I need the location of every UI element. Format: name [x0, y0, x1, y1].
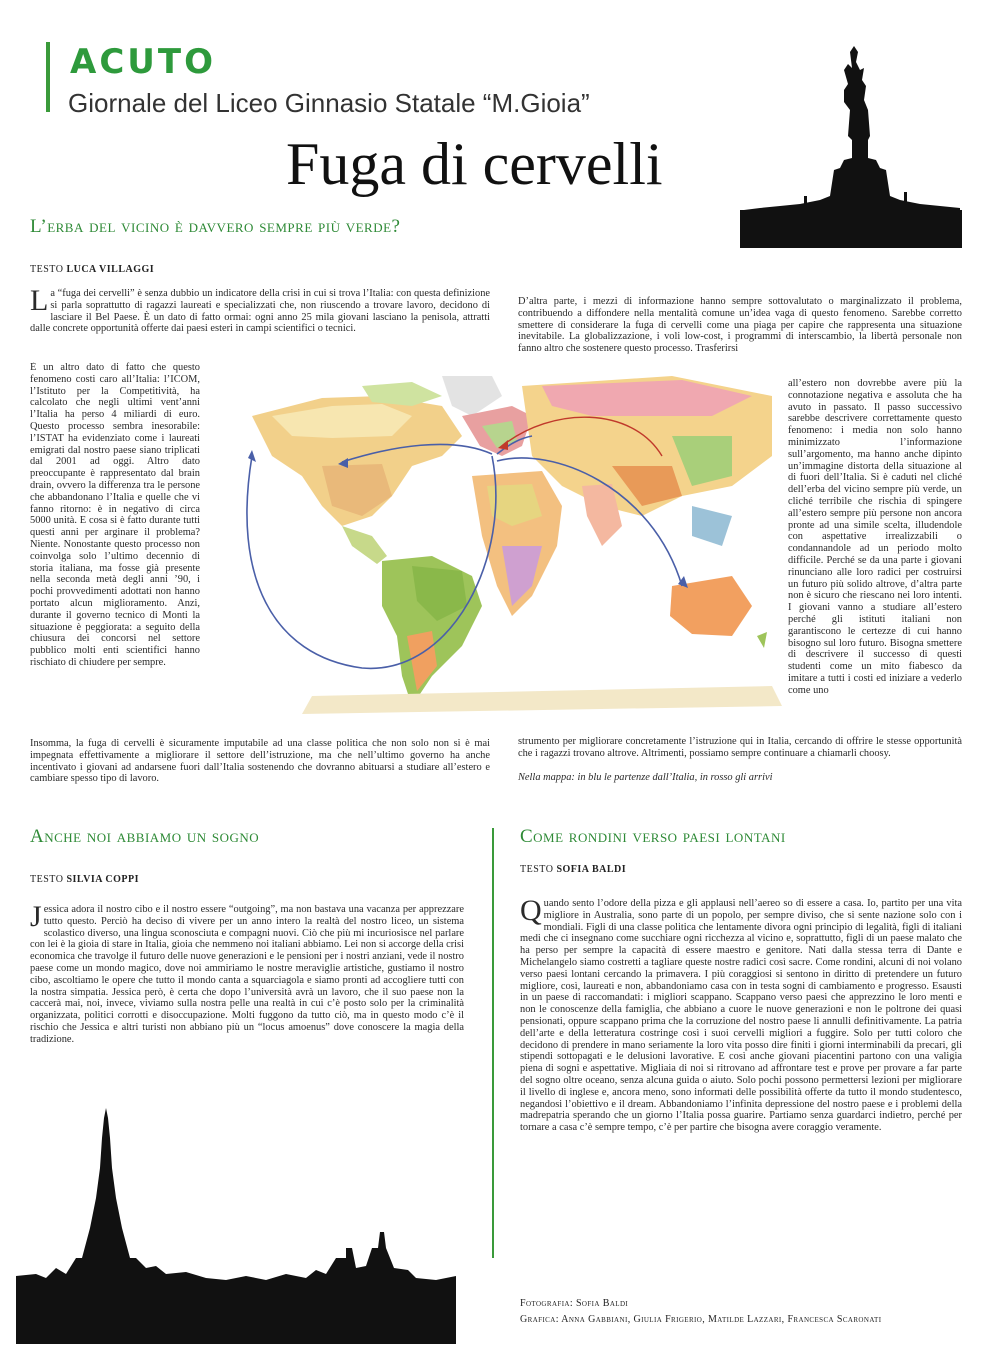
author-name: LUCA VILLAGGI: [66, 264, 155, 275]
article1-left-column: È un altro dato di fatto che questo fenomeno costi caro all’Italia: l’ICOM, l’Istituto per la Competitività, ha calcolato che negli ultimi vent’anni l’Italia ha perso 4 miliardi di euro. Questo processo sembra inesorabile: l’ISTAT ha evidenziato come i laureati emigrati dal nostro paese siano triplicati dal 2001 ad oggi. Altro dato preoccupante è rappresentato dal brain drain, ovvero la differenza tra le persone che abbandonano l’Italia e quelle che vi fanno ritorno: è in negativo di circa 5000 unità. E cosa si è fatto durante tutti questi anni per arginare il problema? Niente. Nonostante questo processo non coinvolga solo l’ultimo decennio di storia italiana, ma fosse già presente nella seconda metà degli anni ’90, i pochi provvedimenti adottati non hanno portato alcun miglioramento. Anzi, durante il governo tecnico di Monti la situazione è peggiorata: a seguito della chiusura dei concorsi nel settore pubblico molti enti scientifici hanno rischiato di chiudere per sempre.: [30, 362, 200, 668]
byline-prefix: TESTO: [520, 864, 554, 875]
graphics-credit: Grafica: Anna Gabbiani, Giulia Frigerio, Matilde Lazzari, Francesca Scaronati: [520, 1314, 882, 1325]
article2-text: essica adora il nostro cibo e il nostro essere “outgoing”, ma non bastava una vacanza per apprezzare tutto questo. Perciò ha deciso di vivere per un anno intero la realtà del nostro liceo, un sistema scolastico diverso, una lingua sconosciuta e compagni nuovi. Ciò che più mi incuriosisce nel parlare con lei è la gioia di stare in Italia, gioia che nemmeno noi italiani abbiamo. Lei non si accorge della crisi economica che travolge il futuro delle nuove generazioni e le pensioni per i nostri anziani, vede il nostro paese come un mondo magico, dove noi ammiriamo le nostre meraviglie artistiche, gustiamo il nostro cibo, ascoltiamo le opere che tutto il mondo canta a squarciagola e siamo pronti ad accogliere tutti con la nostra simpatia. Jessica però, è certa che dopo l’università avrà un lavoro, che il suo paese non la caccerà mai, noi, invece, viviamo sulla nostra pelle una realtà in cui c’è posto solo per la criminalità organizzata, politici corrotti e disoccupazione. Molti fuggono da tutto ciò, ma in questo modo c’è il rischio che Jessica e altri turisti non abbiano più un “locus amoenus” dove conoscere la magia della tradizione.: [30, 904, 464, 1045]
article3-byline: [520, 864, 626, 875]
article1-byline: [30, 264, 154, 275]
author-name: SOFIA BALDI: [556, 864, 627, 875]
article1-kicker: L’erba del vicino è davvero sempre più verde?: [30, 216, 401, 237]
article2-body: [30, 900, 464, 1046]
dropcap: Q: [520, 894, 542, 927]
article2-kicker: Anche noi abbiamo un sogno: [30, 826, 260, 847]
world-map-image: [212, 376, 782, 716]
eiffel-tower-skyline-image: [16, 1108, 456, 1344]
newspaper-subtitle: Giornale del Liceo Ginnasio Statale “M.Gioia”: [68, 88, 590, 118]
article1-right-bottom: strumento per migliorare concretamente l’istruzione qui in Italia, cercando di offrire le stesse opportunità che i ragazzi trovano altrove. Altrimenti, possiamo sempre continuare a chiamarli choosy.: [518, 736, 962, 759]
newspaper-logo: ACUTO: [70, 42, 216, 82]
article3-kicker: Come rondini verso paesi lontani: [520, 826, 786, 847]
photo-credit: Fotografia: Sofia Baldi: [520, 1298, 629, 1309]
article1-right-top: D’altra parte, i mezzi di informazione hanno sempre sottovalutato o marginalizzato il problema, contribuendo a diffondere nella mentalità comune un’idea vaga di questo fenomeno. Sarebbe corretto smettere di considerare la fuga di cervelli come una piaga per capire che rappresenta una situazione inevitabile. La globalizzazione, i voli low-cost, i programmi di interscambio, la libertà personale non fanno altro che sostenere questo processo. Trasferirsi: [518, 296, 962, 355]
article1-closing: Insomma, la fuga di cervelli è sicuramente imputabile ad una classe politica che non solo non si è mai impegnata effettivamente a migliorare il settore dell’istruzione, ma che nell’ultimo governo ha anche incentivato i giovani ad andarsene fuori dall’Italia sostenendo che dovranno abituarsi a studiare all’estero e cambiare spesso tipo di lavoro.: [30, 738, 490, 785]
byline-prefix: TESTO: [30, 264, 64, 275]
article2-byline: [30, 874, 139, 885]
byline-prefix: TESTO: [30, 874, 64, 885]
article3-text: uando sento l’odore della pizza e gli applausi nell’aereo so di essere a casa. Io, partito per una vita migliore in Australia, sono parte di un popolo, per sempre diviso, che si sente nazione solo con i mondiali. Figli di una classe politica che lentamente divora ogni principio di legalità, figli di italiani medi che ci insegnano come succhiare ogni ricchezza al vicino e, soprattutto, figli di un paese malato che ha perso per sempre la capacità di essere maestro e genitore. Nati dalla stessa terra di Dante e Michelangelo siamo costretti a tagliare queste nostre radici così sacre. Come rondini, alcuni di noi volano verso paesi lontani cercando la primavera. I più coraggiosi si sentono in diritto di pretendere un futuro migliore, così, laureati e non, abbandoniamo casa con in testa sogni di cambiamento e progresso. Esausti in un paese di raccomandati: i migliori scappano. Scappano verso paesi che apprezzino le loro menti e non le conoscenze della famiglia, che abbiano a cuore le nuove generazioni e non le poltrone dei quasi pensionati, oppure scappano prima che la corruzione del nostro paese li annulli definitivamente. La patria dell’arte e della letteratura costringe così i suoi cervelli migliori a fuggire. Solo per tutti coloro che decidono di prendere in mano seriamente la loro vita posso dire finiti i giorni interminabili da precari, gli stipendi sottopagati e le delusioni lavorative. E così anche giovani piacentini partono con una valigia piena di sogni e aspettative. Migliaia di noi si ritrovano ad affrontare test e prove per provare a far parte del sogno oltre oceano, senza alcuna guida o aiuto. Solo pochi possono permettersi lezioni per migliorare il livello di inglese e, ancora meno, sono informati delle possibilità offerte da tutto il mondo studentesco, negandosi l’obiettivo e il dream. Abbandoniamo l’infinita depressione del nostro paese e i problemi della madrepatria sperando che un giorno l’Italia possa guarire. Partiamo senza guardarci indietro, perché per tornare a casa c’è sempre tempo, c’è per partire che bisogna avere coraggio veramente.: [520, 898, 962, 1134]
dropcap: J: [30, 900, 42, 933]
article1-intro: [30, 284, 490, 335]
article1-right-column: all’estero non dovrebbe avere più la connotazione negativa e assoluta che ha avuto in passato. Il passo successivo sarebbe descrivere correttamente questo fenomeno: i media non solo hanno minimizzato l’informazione sull’argomento, ma hanno anche dipinto un’immagine distorta della situazione al di fuori dell’Italia. Si è caduti nel cliché dell’erba del vicino sempre più verde, un cliché terribile che rischia di spingere all’estero sempre più persone non ancora pronte ad una simile scelta, illudendole con aspettative irrealizzabili o condannandole ad un periodo molto difficile. Perché se da una parte i giovani rinunciano alle loro radici per costruirsi un futuro più solido altrove, d’altra parte non è sicuro che riescano nei loro intenti. I giovani vanno a studiare all’estero perché gli istituti italiani non garantiscono le certezze di cui hanno bisogno sul loro futuro. Bisogna smettere di descrivere il successo di questi studenti come un mito fiabesco da imitare a tutti i costi ed iniziare a vederlo come uno: [788, 378, 962, 696]
article1-para1: a “fuga dei cervelli” è senza dubbio un indicatore della crisi in cui si trova l’Italia: con questa definizione si parla soprattutto di ragazzi laureati e specializzati che, non riuscendo a trovare lavoro, decidono di lasciare il Bel Paese. È un dato di fatto ormai: ogni anno 25 mila giovani lasciano la penisola, attratti dalle concrete opportunità offerte dai paesi esteri in campi scientifici o tecnici.: [30, 288, 490, 335]
page-title: Fuga di cervelli: [286, 131, 663, 197]
map-caption: Nella mappa: in blu le partenze dall’Italia, in rosso gli arrivi: [518, 772, 773, 783]
column-divider: [492, 828, 494, 1258]
author-name: SILVIA COPPI: [66, 874, 140, 885]
dropcap: L: [30, 284, 49, 317]
statue-of-liberty-image: [740, 40, 962, 250]
article3-body: [520, 894, 962, 1134]
masthead-accent-bar: [46, 42, 50, 112]
